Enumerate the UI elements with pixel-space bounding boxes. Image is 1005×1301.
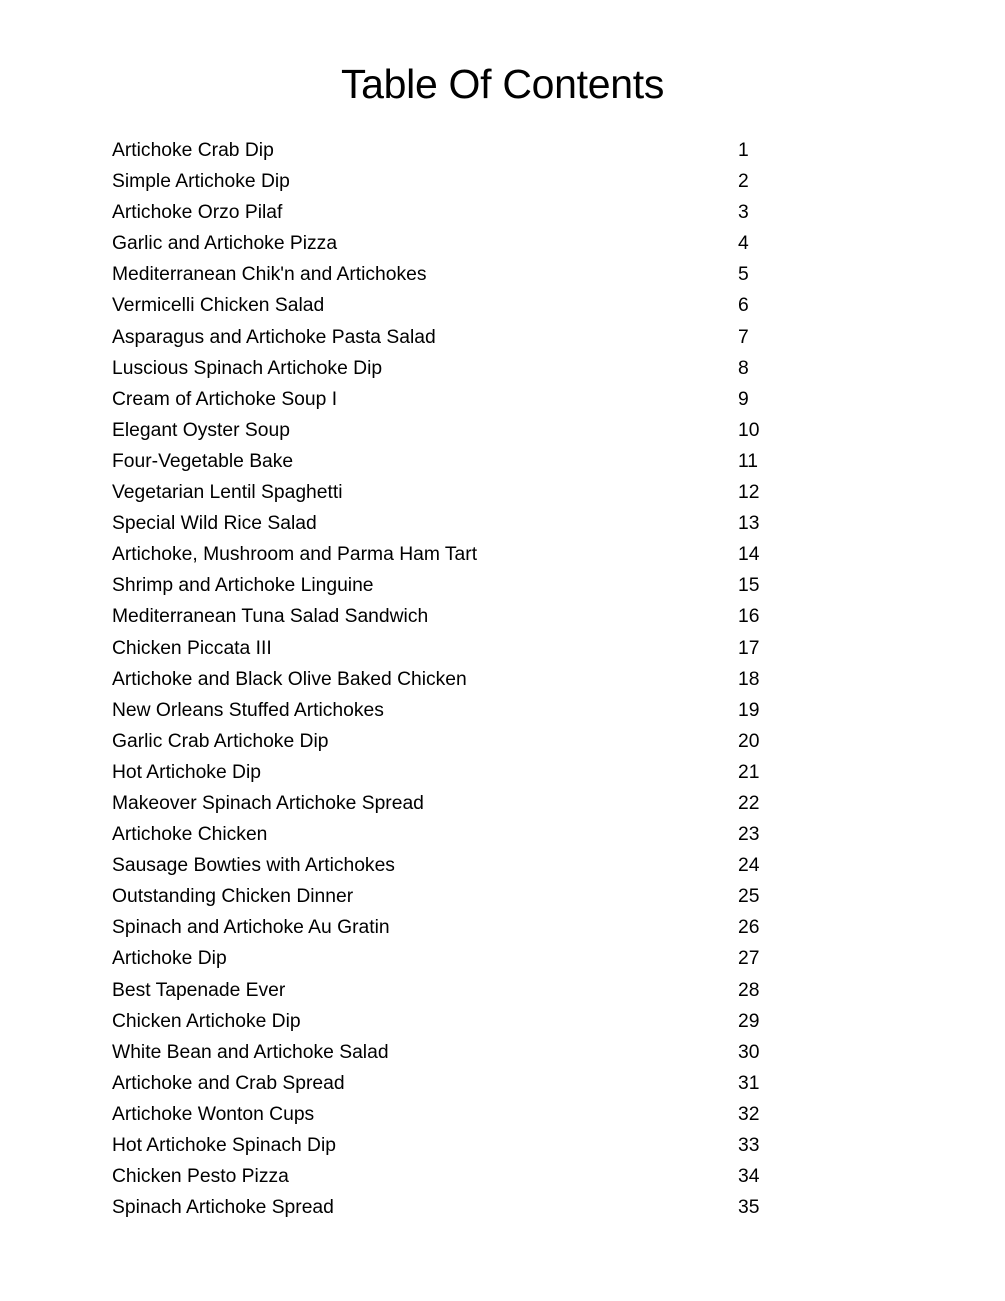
- toc-entry: [112, 228, 792, 259]
- toc-entry-page-number: 2: [738, 171, 749, 193]
- toc-entry: [112, 788, 792, 819]
- toc-entry: [112, 850, 792, 881]
- toc-entry-page-number: 7: [738, 326, 749, 348]
- toc-entry: [112, 1161, 792, 1192]
- toc-entry-title: Artichoke Chicken: [112, 824, 268, 846]
- toc-entry-title: Chicken Artichoke Dip: [112, 1010, 301, 1032]
- toc-entry-page-number: 10: [738, 419, 760, 441]
- toc-entry: [112, 290, 792, 321]
- page-title: Table Of Contents: [340, 61, 665, 107]
- toc-entry: [112, 539, 792, 570]
- toc-entry-page-number: 5: [738, 264, 749, 286]
- toc-entry-title: Vegetarian Lentil Spaghetti: [112, 482, 343, 504]
- toc-entry-title: Vermicelli Chicken Salad: [112, 295, 325, 317]
- toc-entry-title: Spinach Artichoke Spread: [112, 1197, 334, 1219]
- toc-entry: [112, 1037, 792, 1068]
- toc-entry-page-number: 4: [738, 233, 749, 255]
- toc-entry: [112, 757, 792, 788]
- toc-entry: [112, 477, 792, 508]
- toc-entry: [112, 1192, 792, 1223]
- toc-entry-title: Sausage Bowties with Artichokes: [112, 855, 395, 877]
- toc-entry-page-number: 1: [738, 140, 749, 161]
- toc-entry-title: Artichoke and Crab Spread: [112, 1072, 345, 1094]
- toc-entry-page-number: 26: [738, 917, 760, 939]
- toc-entry-page-number: 15: [738, 575, 760, 597]
- toc-entry-title: Chicken Piccata III: [112, 637, 272, 659]
- toc-entry: [112, 975, 792, 1006]
- toc-entry-title: Four-Vegetable Bake: [112, 450, 294, 472]
- toc-entry: [112, 322, 792, 353]
- toc-entry-page-number: 8: [738, 357, 749, 379]
- toc-entry: [112, 943, 792, 974]
- toc-entry-page-number: 29: [738, 1010, 760, 1032]
- toc-entry: [112, 508, 792, 539]
- toc-entry: [112, 695, 792, 726]
- toc-entry: [112, 197, 792, 228]
- toc-entry-page-number: 27: [738, 948, 760, 970]
- toc-entry-page-number: 22: [738, 792, 760, 814]
- toc-entry: [112, 446, 792, 477]
- toc-entry-page-number: 14: [738, 544, 760, 566]
- toc-entry-title: Elegant Oyster Soup: [112, 419, 290, 441]
- toc-entry-page-number: 31: [738, 1072, 760, 1094]
- toc-entry-title: Artichoke Crab Dip: [112, 140, 274, 161]
- toc-entry-title: Spinach and Artichoke Au Gratin: [112, 917, 390, 939]
- toc-entry-page-number: 9: [738, 388, 749, 410]
- toc-entry: [112, 1068, 792, 1099]
- toc-entry-page-number: 6: [738, 295, 749, 317]
- toc-entry: [112, 601, 792, 632]
- toc-entry: [112, 384, 792, 415]
- toc-entry: [112, 726, 792, 757]
- toc-entry-page-number: 35: [738, 1197, 760, 1219]
- toc-entry-title: Makeover Spinach Artichoke Spread: [112, 792, 424, 814]
- toc-entry: [112, 819, 792, 850]
- toc-entry-page-number: 3: [738, 202, 749, 224]
- toc-entry-title: Luscious Spinach Artichoke Dip: [112, 357, 383, 379]
- toc-entry: [112, 1130, 792, 1161]
- toc-entry-title: Artichoke, Mushroom and Parma Ham Tart: [112, 544, 478, 566]
- toc-entry-page-number: 28: [738, 979, 760, 1001]
- toc-entry: [112, 1099, 792, 1130]
- toc-entry-page-number: 30: [738, 1041, 760, 1063]
- toc-entry-title: Simple Artichoke Dip: [112, 171, 290, 193]
- toc-entry-page-number: 18: [738, 668, 760, 690]
- toc-entry-title: Artichoke Orzo Pilaf: [112, 202, 283, 224]
- toc-entry-title: White Bean and Artichoke Salad: [112, 1041, 389, 1063]
- toc-entry-title: Hot Artichoke Dip: [112, 761, 261, 783]
- toc-entry-page-number: 21: [738, 761, 760, 783]
- toc-entry-page-number: 16: [738, 606, 760, 628]
- toc-entry-title: Chicken Pesto Pizza: [112, 1166, 289, 1188]
- toc-entry-title: Artichoke Dip: [112, 948, 227, 970]
- toc-entry-title: Artichoke and Black Olive Baked Chicken: [112, 668, 467, 690]
- toc-entry-title: Outstanding Chicken Dinner: [112, 886, 354, 908]
- toc-entry-title: Hot Artichoke Spinach Dip: [112, 1135, 336, 1156]
- toc-entry-page-number: 33: [738, 1135, 760, 1156]
- toc-entry-title: Artichoke Wonton Cups: [112, 1103, 315, 1125]
- toc-entry-page-number: 23: [738, 824, 760, 846]
- toc-entry: [112, 166, 792, 197]
- toc-entry-page-number: 34: [738, 1166, 760, 1188]
- toc-entry-title: Shrimp and Artichoke Linguine: [112, 575, 374, 597]
- toc-entry-page-number: 11: [738, 450, 759, 472]
- toc-entry-title: Asparagus and Artichoke Pasta Salad: [112, 326, 436, 348]
- toc-entry: [112, 259, 792, 290]
- toc-entry-title: Cream of Artichoke Soup I: [112, 388, 338, 410]
- toc-entry-page-number: 24: [738, 855, 760, 877]
- toc-entry: [112, 1006, 792, 1037]
- toc-entry-title: Garlic and Artichoke Pizza: [112, 233, 338, 255]
- toc-entry-page-number: 12: [738, 482, 760, 504]
- toc-entry-title: Mediterranean Tuna Salad Sandwich: [112, 606, 429, 628]
- toc-entry-title: New Orleans Stuffed Artichokes: [112, 699, 384, 721]
- toc-entry-title: Garlic Crab Artichoke Dip: [112, 730, 329, 752]
- toc-entry-page-number: 19: [738, 699, 760, 721]
- toc-entry-title: Special Wild Rice Salad: [112, 513, 317, 535]
- toc-entry: [112, 570, 792, 601]
- toc-entry: [112, 664, 792, 695]
- toc-entry-page-number: 17: [738, 637, 760, 659]
- toc-list: [112, 135, 792, 1223]
- toc-entry: [112, 135, 792, 166]
- toc-entry: [112, 912, 792, 943]
- toc-entry: [112, 881, 792, 912]
- toc-entry-title: Mediterranean Chik'n and Artichokes: [112, 264, 427, 286]
- toc-entry-page-number: 20: [738, 730, 760, 752]
- toc-entry-page-number: 13: [738, 513, 760, 535]
- toc-entry: [112, 633, 792, 664]
- toc-entry-title: Best Tapenade Ever: [112, 979, 286, 1001]
- toc-entry-page-number: 32: [738, 1103, 760, 1125]
- toc-entry-page-number: 25: [738, 886, 760, 908]
- toc-entry: [112, 353, 792, 384]
- toc-entry: [112, 415, 792, 446]
